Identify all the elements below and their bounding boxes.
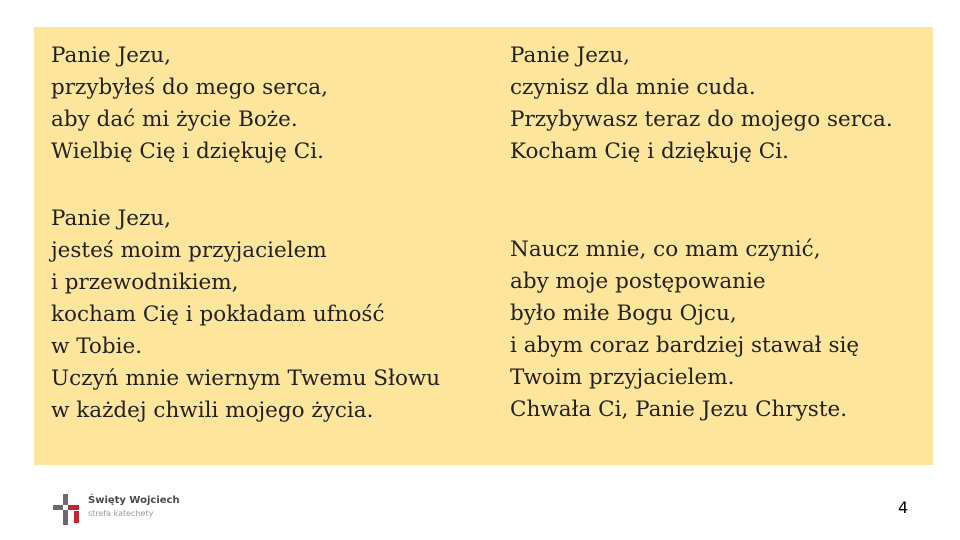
logo [52, 494, 192, 528]
stanza-line: Chwała Ci, Panie Jezu Chryste. [510, 397, 848, 422]
stanza-line: jesteś moim przyjacielem [51, 238, 327, 263]
stanza-line: Panie Jezu, [510, 43, 630, 68]
stanza-line: Wielbię Cię i dziękuję Ci. [51, 139, 324, 164]
stanza-4 [510, 234, 859, 426]
stanza-3 [51, 203, 440, 427]
stanza-line: aby dać mi życie Boże. [51, 107, 298, 132]
stanza-line: w Tobie. [51, 334, 143, 359]
stanza-line: i przewodnikiem, [51, 270, 239, 295]
page-number: 4 [898, 498, 909, 517]
stanza-line: Uczyń mnie wiernym Twemu Słowu [51, 366, 441, 391]
cross-icon [52, 494, 82, 526]
stanza-line: Panie Jezu, [51, 206, 171, 231]
logo-name: Święty Wojciech [88, 495, 180, 506]
stanza-line: Kocham Cię i dziękuję Ci. [510, 139, 789, 164]
stanza-line: Twoim przyjacielem. [510, 365, 735, 390]
stanza-line: było miłe Bogu Ojcu, [510, 301, 737, 326]
stanza-line: Przybywasz teraz do mojego serca. [510, 107, 893, 132]
stanza-1 [51, 40, 328, 168]
stanza-line: Naucz mnie, co mam czynić, [510, 237, 821, 262]
stanza-line: czynisz dla mnie cuda. [510, 75, 756, 100]
stanza-line: aby moje postępowanie [510, 269, 766, 294]
stanza-2 [510, 40, 893, 168]
stanza-line: kocham Cię i pokładam ufność [51, 302, 385, 327]
logo-subtitle: strefa katechety [88, 509, 154, 518]
stanza-line: i abym coraz bardziej stawał się [510, 333, 860, 358]
stanza-line: przybyłeś do mego serca, [51, 75, 328, 100]
stanza-line: Panie Jezu, [51, 43, 171, 68]
stanza-line: w każdej chwili mojego życia. [51, 398, 374, 423]
